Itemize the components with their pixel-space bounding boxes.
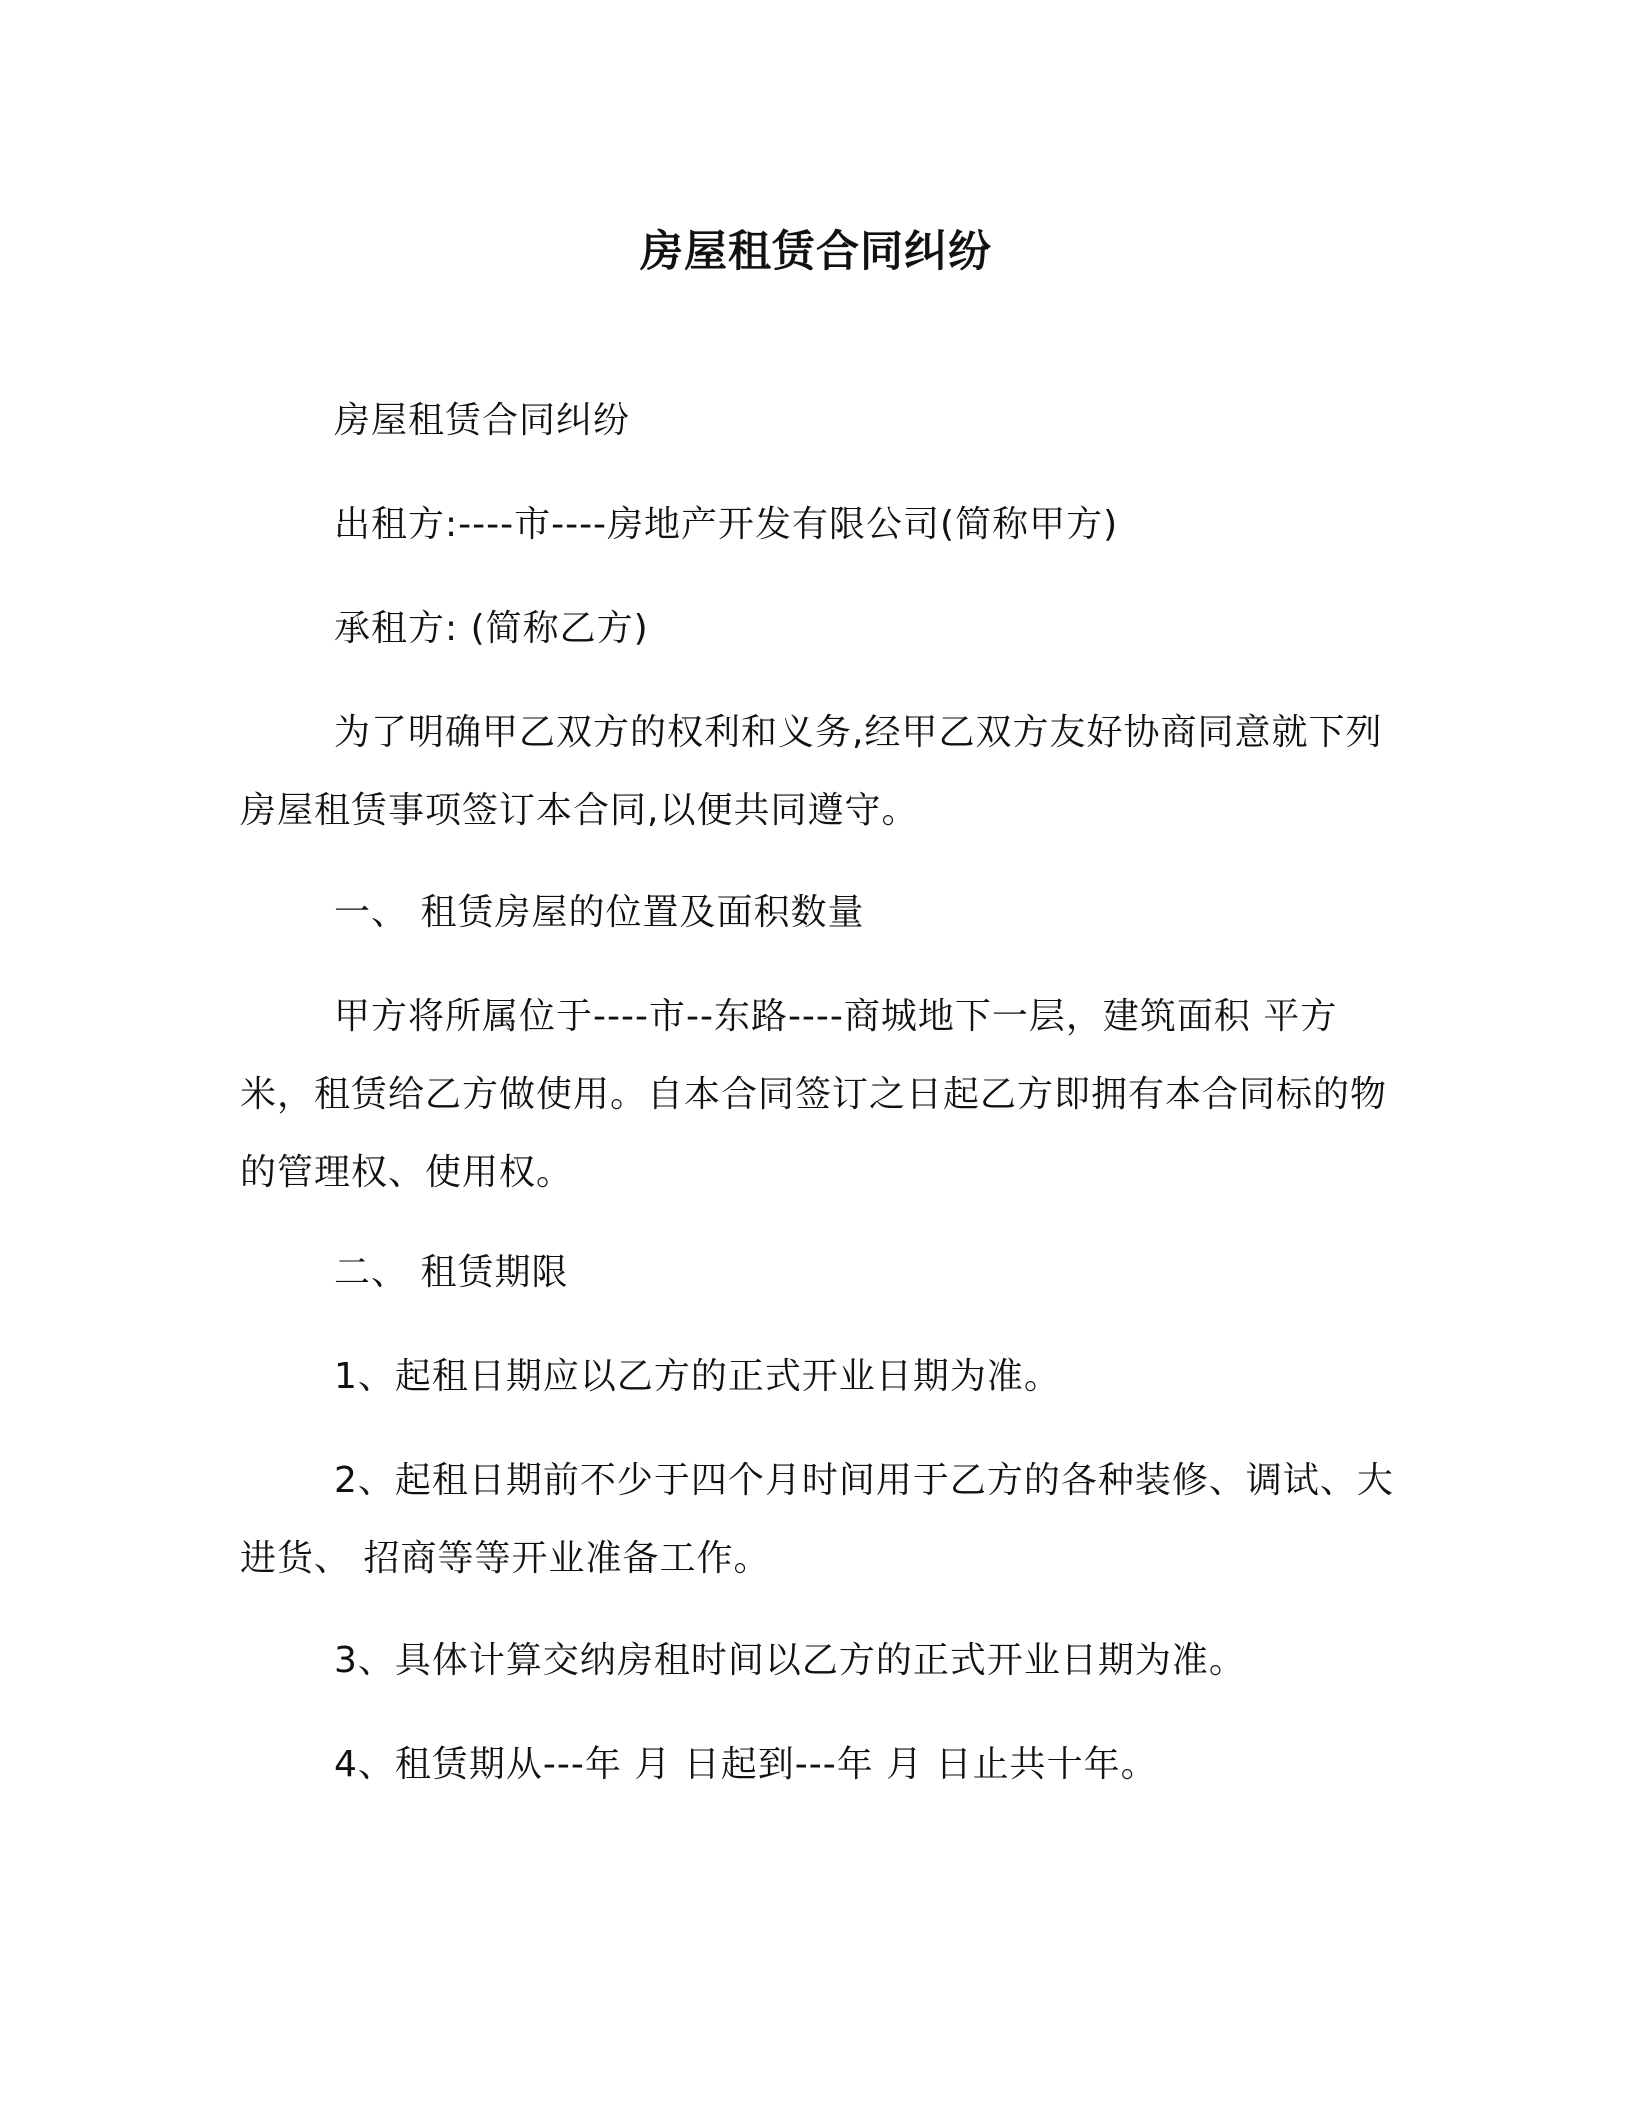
paragraph-location: 甲方将所属位于----市--东路----商城地下一层，建筑面积 平方米，租赁给乙方做使用。自本合同签订之日起乙方即拥有本合同标的物的管理权、使用权。 [240,996,1388,1193]
paragraph-term-2: 2、起租日期前不少于四个月时间用于乙方的各种装修、调试、大进货、 招商等等开业准备工作。 [240,1460,1394,1579]
document-title: 房屋租赁合同纠纷 [640,227,992,277]
paragraph-lessee: 承租方: (简称乙方) [334,608,649,649]
paragraph-term-1: 1、起租日期应以乙方的正式开业日期为准。 [334,1356,1061,1397]
paragraph-heading: 房屋租赁合同纠纷 [334,400,631,441]
section-heading-location: 一、 租赁房屋的位置及面积数量 [334,892,865,933]
paragraph-lessor: 出租方:----市----房地产开发有限公司(简称甲方) [334,504,1119,545]
paragraph-preamble: 为了明确甲乙双方的权利和义务,经甲乙双方友好协商同意就下列房屋租赁事项签订本合同,以便共同遵守。 [240,712,1383,831]
section-heading-term: 二、 租赁期限 [334,1252,569,1293]
paragraph-term-3: 3、具体计算交纳房租时间以乙方的正式开业日期为准。 [334,1640,1246,1681]
paragraph-term-4: 4、租赁期从---年 月 日起到---年 月 日止共十年。 [334,1744,1158,1785]
